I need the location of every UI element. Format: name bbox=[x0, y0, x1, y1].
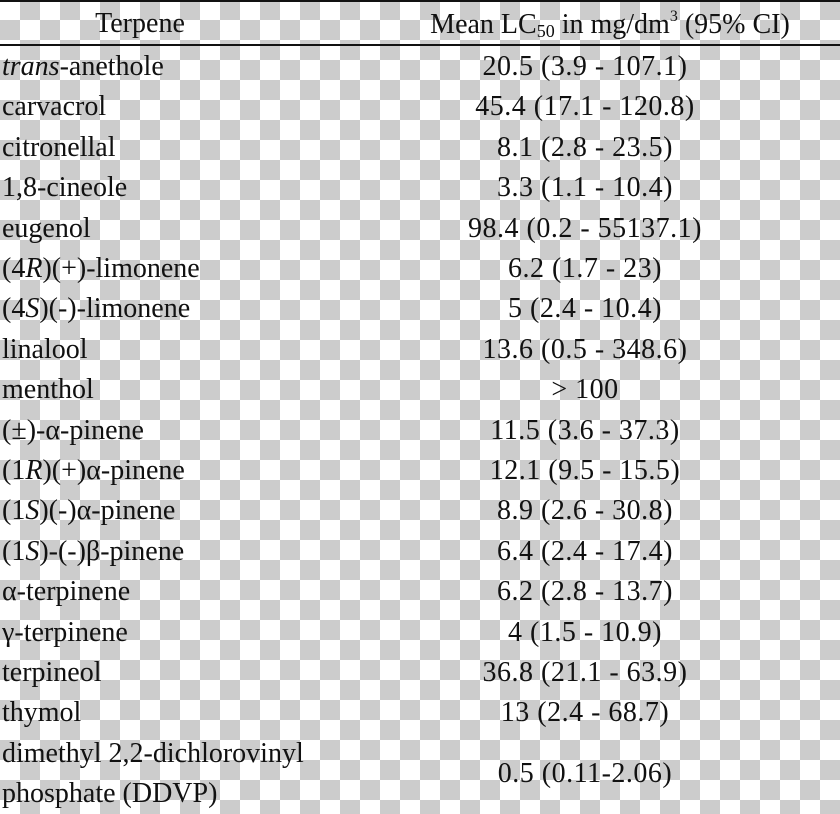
row-lc50-value: 4 (1.5 - 10.9) bbox=[508, 616, 662, 648]
row-lc50-value: 36.8 (21.1 - 63.9) bbox=[482, 657, 688, 688]
row-lc50-value: > 100 bbox=[551, 374, 619, 406]
row-terpene-name bbox=[2, 411, 144, 451]
row-terpene-name-part: )(-)α-pinene bbox=[39, 495, 176, 527]
row-lc50-value: 3.3 (1.1 - 10.4) bbox=[497, 172, 673, 204]
table-row bbox=[0, 289, 840, 329]
row-lc50-value: 13 (2.4 - 68.7) bbox=[500, 697, 670, 729]
table-row bbox=[0, 249, 840, 289]
header-lc50 bbox=[380, 8, 840, 42]
row-terpene-name-part: )-(-)β-pinene bbox=[39, 535, 185, 567]
row-lc50-value: 98.4 (0.2 - 55137.1) bbox=[468, 212, 702, 244]
row-terpene-name-part: (1 bbox=[2, 495, 26, 527]
row-terpene-name-part: terpineol bbox=[2, 657, 102, 688]
row-lc50-value: 8.1 (2.8 - 23.5) bbox=[497, 131, 673, 163]
table-row bbox=[0, 370, 840, 410]
table-header bbox=[0, 2, 840, 44]
table-row bbox=[0, 168, 840, 208]
table-row bbox=[0, 128, 840, 168]
table-row bbox=[0, 613, 840, 653]
table-row bbox=[0, 572, 840, 612]
row-terpene-name bbox=[2, 47, 164, 87]
table-row bbox=[0, 491, 840, 531]
row-terpene-name-part: (4 bbox=[2, 293, 26, 325]
row-terpene-name bbox=[2, 693, 81, 733]
row-terpene-name-part: α-terpinene bbox=[2, 576, 131, 608]
row-terpene-name bbox=[2, 289, 190, 329]
row-lc50-value: 0.5 (0.11-2.06) bbox=[497, 757, 673, 789]
row-terpene-name-part: S bbox=[25, 495, 40, 527]
row-lc50-value: 20.5 (3.9 - 107.1) bbox=[482, 51, 688, 82]
row-terpene-name bbox=[2, 209, 91, 249]
row-lc50-value: 8.9 (2.6 - 30.8) bbox=[497, 495, 673, 527]
row-terpene-name-line2: phosphate (DDVP) bbox=[2, 777, 218, 809]
table-row bbox=[0, 330, 840, 370]
row-terpene-name-part: 1,8-cineole bbox=[2, 172, 128, 204]
row-terpene-name-part: S bbox=[25, 293, 40, 325]
row-terpene-name-part: )(+)-limonene bbox=[42, 253, 200, 284]
row-terpene-name-part: )(+)α-pinene bbox=[42, 455, 185, 486]
table-row bbox=[0, 693, 840, 733]
row-lc50-value: 5 (2.4 - 10.4) bbox=[508, 293, 662, 325]
row-terpene-name bbox=[2, 330, 88, 370]
row-terpene-name-part: R bbox=[25, 253, 43, 284]
row-lc50-value: 6.2 (2.8 - 13.7) bbox=[497, 576, 673, 608]
table-row bbox=[0, 209, 840, 249]
header-terpene: Terpene bbox=[95, 8, 185, 39]
header-lc50-mid: in mg/dm bbox=[554, 9, 670, 40]
row-lc50-value: 13.6 (0.5 - 348.6) bbox=[482, 333, 688, 365]
row-terpene-name bbox=[2, 249, 200, 289]
row-terpene-name bbox=[2, 491, 175, 531]
row-terpene-name-part: S bbox=[25, 535, 40, 567]
row-terpene-name bbox=[2, 370, 94, 410]
row-terpene-name-part: thymol bbox=[2, 697, 82, 729]
row-terpene-name-part: R bbox=[25, 455, 43, 486]
row-terpene-name-part: (1 bbox=[2, 455, 26, 486]
row-terpene-name-part: -anethole bbox=[59, 51, 164, 82]
table-row bbox=[0, 653, 840, 693]
row-terpene-name-line1: dimethyl 2,2-dichlorovinyl bbox=[2, 737, 304, 769]
table-row bbox=[0, 87, 840, 127]
table-row bbox=[0, 451, 840, 491]
header-lc50-sub: 50 bbox=[536, 21, 555, 41]
table-row bbox=[0, 411, 840, 451]
row-lc50-value: 6.2 (1.7 - 23) bbox=[508, 253, 662, 284]
row-lc50-value: 12.1 (9.5 - 15.5) bbox=[489, 455, 681, 486]
row-terpene-name-part: citronellal bbox=[2, 131, 116, 163]
table-row-ddvp bbox=[0, 734, 840, 814]
row-terpene-name-part: linalool bbox=[2, 333, 88, 365]
row-lc50-value: 45.4 (17.1 - 120.8) bbox=[475, 91, 695, 123]
row-terpene-name-part: (±)-α-pinene bbox=[2, 414, 144, 446]
row-terpene-name-part: (1 bbox=[2, 535, 26, 567]
table-row bbox=[0, 532, 840, 572]
row-lc50-value: 6.4 (2.4 - 17.4) bbox=[497, 535, 673, 567]
row-terpene-name bbox=[2, 128, 116, 168]
table-row bbox=[0, 47, 840, 87]
row-terpene-name bbox=[2, 734, 304, 814]
row-terpene-name-part: carvacrol bbox=[2, 91, 107, 123]
row-terpene-name bbox=[2, 613, 128, 653]
header-rule bbox=[0, 44, 840, 46]
row-terpene-name-part: menthol bbox=[2, 374, 94, 406]
row-terpene-name-part: (4 bbox=[2, 253, 26, 284]
row-lc50-value: 11.5 (3.6 - 37.3) bbox=[490, 414, 680, 446]
row-terpene-name bbox=[2, 451, 185, 491]
row-terpene-name-part: eugenol bbox=[2, 212, 91, 244]
row-terpene-name bbox=[2, 653, 102, 693]
row-terpene-name-part: )(-)-limonene bbox=[39, 293, 191, 325]
row-terpene-name bbox=[2, 168, 127, 208]
row-terpene-name bbox=[2, 572, 130, 612]
row-terpene-name-part: γ-terpinene bbox=[2, 616, 128, 648]
row-terpene-name bbox=[2, 87, 106, 127]
row-terpene-name bbox=[2, 532, 184, 572]
row-terpene-name-part: trans bbox=[2, 51, 60, 82]
header-lc50-prefix: Mean LC bbox=[430, 9, 537, 40]
header-lc50-sup: 3 bbox=[669, 8, 678, 25]
header-lc50-suffix: (95% CI) bbox=[677, 9, 790, 40]
